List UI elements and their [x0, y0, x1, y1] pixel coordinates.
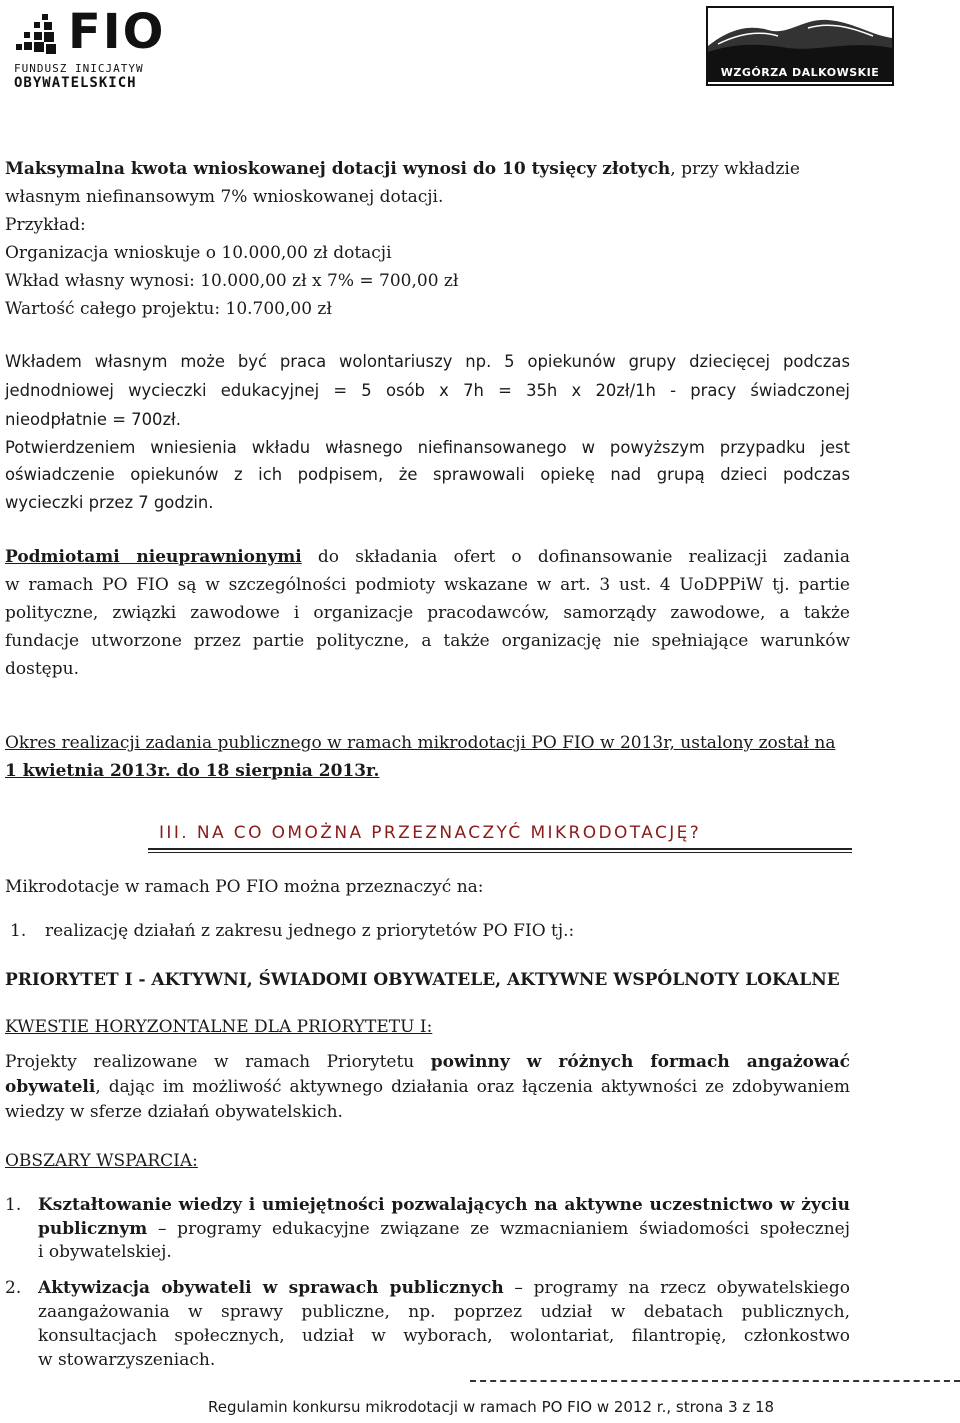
p2-line3: nieodpłatnie = 700zł.: [5, 410, 181, 429]
p2-line2: jednodniowej wycieczki edukacyjnej = 5 osób x 7h = 35h x 20zł/1h - pracy świadczonej: [5, 381, 850, 400]
section-iii-intro: Mikrodotacje w ramach PO FIO można przeznaczyć na:: [5, 877, 484, 897]
area-2-line3: konsultacjach społecznych, udział w wyborach, wolontariat, filantropię, członkostwo: [38, 1326, 850, 1346]
p2-line4: Potwierdzeniem wniesienia wkładu własnego niefinansowanego w powyższym przypadku jest: [5, 438, 850, 457]
footer-text: Regulamin konkursu mikrodotacji w ramach PO FIO w 2012 r., strona 3 z 18: [208, 1398, 775, 1416]
section-iii-heading: III. NA CO OMOŻNA PRZEZNACZYĆ MIKRODOTACJĘ?: [159, 823, 702, 843]
wzgorza-dalkowskie-logo: [706, 6, 894, 86]
p1-line1-bold: Maksymalna kwota wnioskowanej dotacji wynosi do 10 tysięcy złotych: [5, 159, 671, 179]
priority-desc-line1: [5, 1051, 850, 1073]
area-2-line4: w stowarzyszeniach.: [38, 1350, 216, 1370]
area-1-line2-bold: publicznym: [38, 1219, 148, 1239]
area-1-num: 1.: [5, 1195, 22, 1215]
support-areas-title: OBSZARY WSPARCIA:: [5, 1151, 198, 1171]
priority-desc-line1-a: Projekty realizowane w ramach Priorytetu: [5, 1052, 431, 1072]
section-iii-item1-num: 1.: [10, 921, 27, 941]
p1-line6: Wartość całego projektu: 10.700,00 zł: [5, 299, 332, 319]
fio-logo-word: FIO: [68, 4, 166, 60]
hills-icon: [708, 8, 892, 64]
area-1-line1: Kształtowanie wiedzy i umiejętności pozwalających na aktywne uczestnictwo w życiu: [38, 1195, 850, 1215]
area-1-line2-rest: – programy edukacyjne związane ze wzmacnianiem świadomości społecznej: [147, 1219, 850, 1239]
fio-logo-grid-icon: [16, 14, 56, 54]
p1-line4: Organizacja wnioskuje o 10.000,00 zł dotacji: [5, 243, 392, 263]
area-1-line2: [38, 1218, 850, 1240]
horizontal-issues-title: KWESTIE HORYZONTALNE DLA PRIORYTETU I:: [5, 1017, 433, 1037]
p3-line3: polityczne, związki zawodowe i organizacje pracodawców, samorządy zawodowe, a także: [5, 603, 850, 623]
priority-desc-line3: wiedzy w sferze działań obywatelskich.: [5, 1102, 343, 1122]
priority-desc-line2-b: , dając im możliwość aktywnego działania oraz łączenia aktywności ze zdobywaniem: [95, 1077, 850, 1097]
p3-line1-rest: do składania ofert o dofinansowanie realizacji zadania: [301, 547, 850, 567]
p2-line5: oświadczenie opiekunów z ich podpisem, że sprawowali opiekę nad grupą dzieci podczas: [5, 465, 850, 484]
fio-logo: [10, 6, 180, 92]
area-2-line2: zaangażowania w sprawy publiczne, np. poprzez udział w debatach publicznych,: [38, 1302, 850, 1322]
p1-line2: własnym niefinansowym 7% wnioskowanej dotacji.: [5, 187, 444, 207]
fio-logo-line2: OBYWATELSKICH: [14, 75, 137, 91]
area-2-line1: [38, 1277, 850, 1299]
priority-desc-line1-b: powinny w różnych formach angażować: [430, 1052, 850, 1072]
p2-line1: Wkładem własnym może być praca wolontariuszy np. 5 opiekunów grupy dziecięcej podczas: [5, 352, 850, 371]
p1-line3: Przykład:: [5, 215, 86, 235]
area-2-num: 2.: [5, 1278, 22, 1298]
heading-rule-bottom: [148, 852, 852, 853]
heading-rule-top: [148, 848, 852, 850]
footer-dashed-rule: [470, 1380, 960, 1382]
area-2-line1-rest: – programy na rzecz obywatelskiego: [503, 1278, 850, 1298]
p4-line1: Okres realizacji zadania publicznego w ramach mikrodotacji PO FIO w 2013r, ustalony został na: [5, 733, 836, 753]
priority-title: PRIORYTET I - AKTYWNI, ŚWIADOMI OBYWATELE, AKTYWNE WSPÓLNOTY LOKALNE: [5, 970, 840, 990]
p1-line1: [5, 158, 800, 180]
area-1-line3: i obywatelskiej.: [38, 1242, 172, 1262]
p1-line5: Wkład własny wynosi: 10.000,00 zł x 7% = 700,00 zł: [5, 271, 459, 291]
fio-logo-line1: FUNDUSZ INICJATYW: [14, 62, 144, 75]
p4-line2: 1 kwietnia 2013r. do 18 sierpnia 2013r.: [5, 761, 380, 781]
p3-line2: w ramach PO FIO są w szczególności podmioty wskazane w art. 3 ust. 4 UoDPPiW tj. partie: [5, 575, 850, 595]
p3-line5: dostępu.: [5, 659, 79, 679]
priority-desc-line2: [5, 1076, 850, 1098]
p3-line4: fundacje utworzone przez partie polityczne, a także organizację nie spełniające warunków: [5, 631, 850, 651]
p2-line6: wycieczki przez 7 godzin.: [5, 493, 214, 512]
area-2-line1-bold: Aktywizacja obywateli w sprawach publicznych: [38, 1278, 504, 1298]
section-iii-item1-text: realizację działań z zakresu jednego z priorytetów PO FIO tj.:: [45, 921, 575, 941]
p3-unauthorized-term: Podmiotami nieuprawnionymi: [5, 547, 302, 567]
wzgorza-logo-text: WZGÓRZA DALKOWSKIE: [708, 63, 892, 82]
priority-desc-line2-a: obywateli: [5, 1077, 96, 1097]
p3-line1: [5, 546, 850, 568]
p1-line1-rest: , przy wkładzie: [670, 159, 800, 179]
